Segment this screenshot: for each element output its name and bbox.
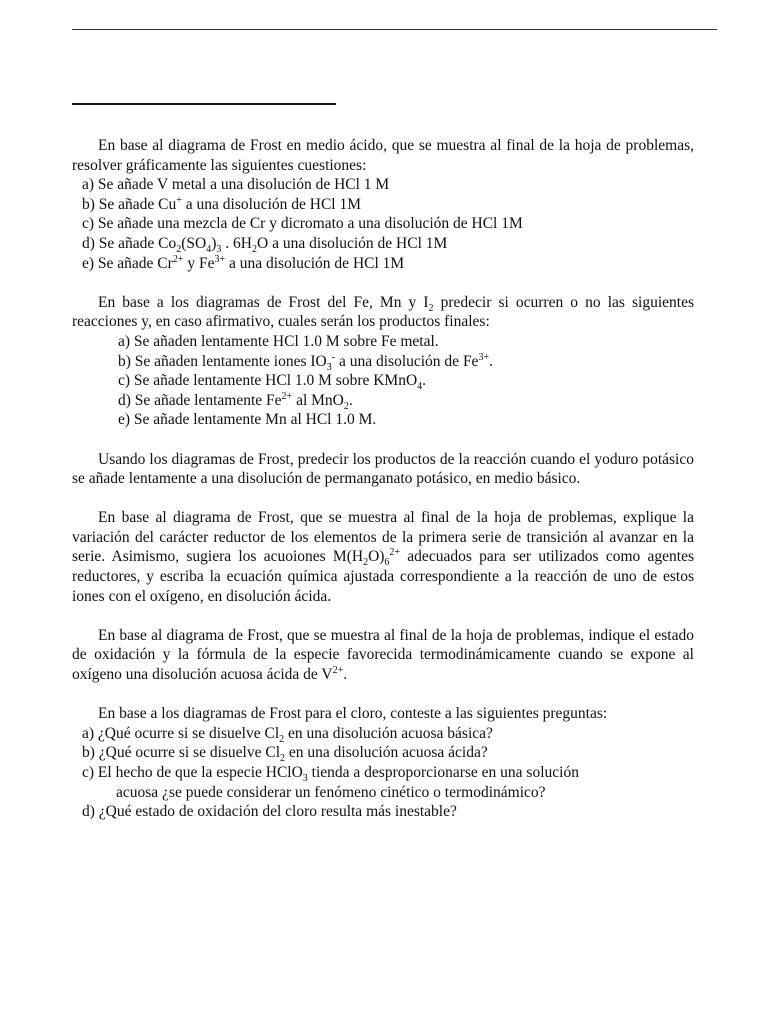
list-item: b) Se añade Cu+ a una disolución de HCl 1M [82,194,361,213]
question-1-intro: En base al diagrama de Frost en medio ácido, que se muestra al final de la hoja de problemas, resolver gráficamente las siguientes cuestiones: [72,137,694,174]
question-4-text: En base al diagrama de Frost, que se muestra al final de la hoja de problemas, explique la variación del carácter reductor de los elementos de la primera serie de transición al avanzar en la serie. Asimismo, sugiera los acuoiones $M(H_2O)_6^{2+}$ adecuados para ser utilizados como agentes reductores, y escriba la ecuación química ajustada correspondiente a la reacción de uno de estos iones con el oxígeno, en disolución ácida. [72,509,694,605]
question-5-text: En base al diagrama de Frost, que se muestra al final de la hoja de problemas, indique el estado de oxidación y la fórmula de la especie favorecida termodinámicamente cuando se expone al oxígeno una disolución acuosa ácida de $V^{2+}$. [72,626,694,684]
list-item: c) El hecho de que la especie HClO$_3$ tienda a desproporcionarse en una solución [82,764,579,785]
list-item: e) Se añade $Cr^{2+}$ y $Fe^{3+}$ a una disolución de HCl 1M [82,253,405,272]
list-item: d) Se añade lentamente $Fe^{2+}$ al MnO$_2$. [118,390,353,412]
question-6 [72,704,694,822]
list-item: b) ¿Qué ocurre si se disuelve $Cl_2$ en una disolución acuosa ácida? [82,744,488,765]
list-item: a) Se añaden lentamente HCl 1.0 M sobre Fe metal. [118,332,439,350]
question-1 [72,136,694,273]
question-1-list [72,175,694,273]
list-item: d) Se añade $Co_2(SO_4)_3$ . $6H_2O$ a una disolución de HCl 1M [82,234,448,256]
list-item: a) Se añade V metal a una disolución de HCl 1 M [82,176,390,194]
list-item: a) ¿Qué ocurre si se disuelve $Cl_2$ en una disolución acuosa básica? [82,724,493,745]
top-rule [72,29,717,30]
problem-sheet [72,136,694,841]
list-item-continuation: acuosa ¿se puede considerar un fenómeno cinético o termodinámico? [116,783,546,801]
question-4 [72,508,694,606]
question-5 [72,626,694,685]
list-item: c) Se añade una mezcla de Cr y dicromato a una disolución de HCl 1M [82,215,523,233]
question-2 [72,293,694,430]
question-2-intro: En base a los diagramas de Frost del Fe, Mn y $I_2$ predecir si ocurren o no las siguientes reacciones y, en caso afirmativo, cuales serán los productos finales: [72,293,694,331]
question-3-text: Usando los diagramas de Frost, predecir los productos de la reacción cuando el yoduro potásico se añade lentamente a una disolución de permanganato potásico, en medio básico. [72,450,694,488]
list-item: e) Se añade lentamente Mn al HCl 1.0 M. [118,411,377,429]
question-2-list [72,332,694,430]
question-3 [72,450,694,489]
list-item: b) Se añaden lentamente iones $IO_3^-$ a una disolución de $Fe^{3+}$. [118,351,493,373]
list-item: d) ¿Qué estado de oxidación del cloro resulta más inestable? [82,803,457,821]
list-item: c) Se añade lentamente HCl 1.0 M sobre KMnO$_4$. [118,372,427,393]
title-underline [72,103,336,105]
question-6-list [72,724,694,822]
question-6-intro: En base a los diagramas de Frost para el cloro, conteste a las siguientes preguntas: [98,705,608,723]
